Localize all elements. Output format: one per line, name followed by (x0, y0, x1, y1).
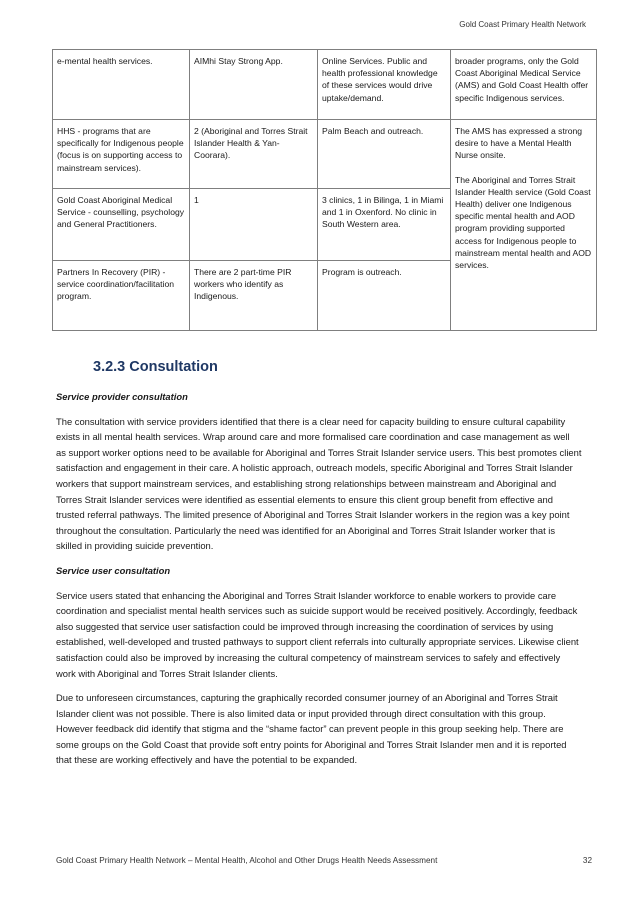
paragraph-provider: The consultation with service providers identified that there is a clear need for capacity building to ensure cultural capability exists in all mental health services. Wrap around care and more formalised care coordination and case management as well as support worker options need to be available for Aboriginal and Torres Strait Islander service users. This best promotes client satisfaction and engagement in their care. A holistic approach, outreach models, specific Aboriginal and Torres Strait Islander workers that support mainstream services, and establishing strong relationships between mainstream and Aboriginal and Torres Strait Islander services were identified as essential elements to ensure this client group benefit from effective and trusted referral pathways. The limited presence of Aboriginal and Torres Strait Islander workers in the region was a key point throughout the consultation. Particularly the need was identified for an Aboriginal and Torres Strait Islander worker that is skilled in providing suicide prevention. (56, 415, 582, 552)
subheading-provider: Service provider consultation (56, 391, 188, 402)
table-cell: Palm Beach and outreach. (318, 120, 451, 189)
paragraph-user-1: Service users stated that enhancing the Aboriginal and Torres Strait Islander workforce to enable workers to provide care coordination and specialist mental health services such as suicide support would be received positively. Accordingly, feedback also suggested that service user satisfaction could be improved through increasing the coordination of services by using established, well-developed and trusted pathways to support client referrals into culturally appropriate services. Likewise client satisfaction could also be improved by increasing the cultural competency of mainstream services to safely and effectively work with Aboriginal and Torres Strait Islander clients. (56, 589, 579, 679)
table-cell: e-mental health services. (53, 50, 190, 120)
table-cell: HHS - programs that are specifically for Indigenous people (focus is on supporting access to mainstream services). (53, 120, 190, 189)
table-cell: There are 2 part-time PIR workers who identify as Indigenous. (190, 261, 318, 331)
table-cell: broader programs, only the Gold Coast Aboriginal Medical Service (AMS) and Gold Coast Health offer specific Indigenous services. (451, 50, 597, 120)
table-cell-paragraph: The AMS has expressed a strong desire to have a Mental Health Nurse onsite. (455, 126, 583, 161)
table-merged-cell (451, 120, 597, 331)
running-header: Gold Coast Primary Health Network (459, 20, 586, 29)
table-cell-paragraph: The Aboriginal and Torres Strait Islander Health service (Gold Coast Health) deliver one Indigenous specific mental health and AOD program providing supported access for Indigenous people to mainstream mental health and AOD services. (455, 174, 592, 271)
table-cell: Online Services. Public and health professional knowledge of these services would drive uptake/demand. (318, 50, 451, 120)
services-table (52, 49, 597, 331)
table-cell: 1 (190, 189, 318, 261)
subheading-user: Service user consultation (56, 564, 171, 576)
section-heading: 3.2.3 Consultation (93, 359, 218, 375)
table-cell: AIMhi Stay Strong App. (190, 50, 318, 120)
page-number: 32 (582, 856, 592, 865)
table-row (53, 50, 597, 120)
table-cell: Partners In Recovery (PIR) - service coordination/facilitation program. (53, 261, 190, 331)
footer-text: Gold Coast Primary Health Network – Mental Health, Alcohol and Other Drugs Health Needs Assessment (56, 856, 438, 865)
table-cell: Gold Coast Aboriginal Medical Service - counselling, psychology and General Practitioners. (53, 189, 190, 261)
page-footer (56, 856, 592, 865)
paragraph-user-2: Due to unforeseen circumstances, capturing the graphically recorded consumer journey of an Aboriginal and Torres Strait Islander client was not possible. There is also limited data or input provided through direct consultation with this group. However feedback did identify that stigma and the “shame factor” can prevent people in this group seeking help. There are some groups on the Gold Coast that provide soft entry points for Aboriginal and Torres Strait Islander men and it is reported that these are working effectively and have the potential to be expanded. (56, 692, 567, 766)
table-cell: Program is outreach. (318, 261, 451, 331)
table-row (53, 120, 597, 189)
section-body (56, 389, 582, 777)
table-cell: 3 clinics, 1 in Bilinga, 1 in Miami and 1 in Oxenford. No clinic in South Western area. (318, 189, 451, 261)
table-cell: 2 (Aboriginal and Torres Strait Islander Health & Yan-Coorara). (190, 120, 318, 189)
